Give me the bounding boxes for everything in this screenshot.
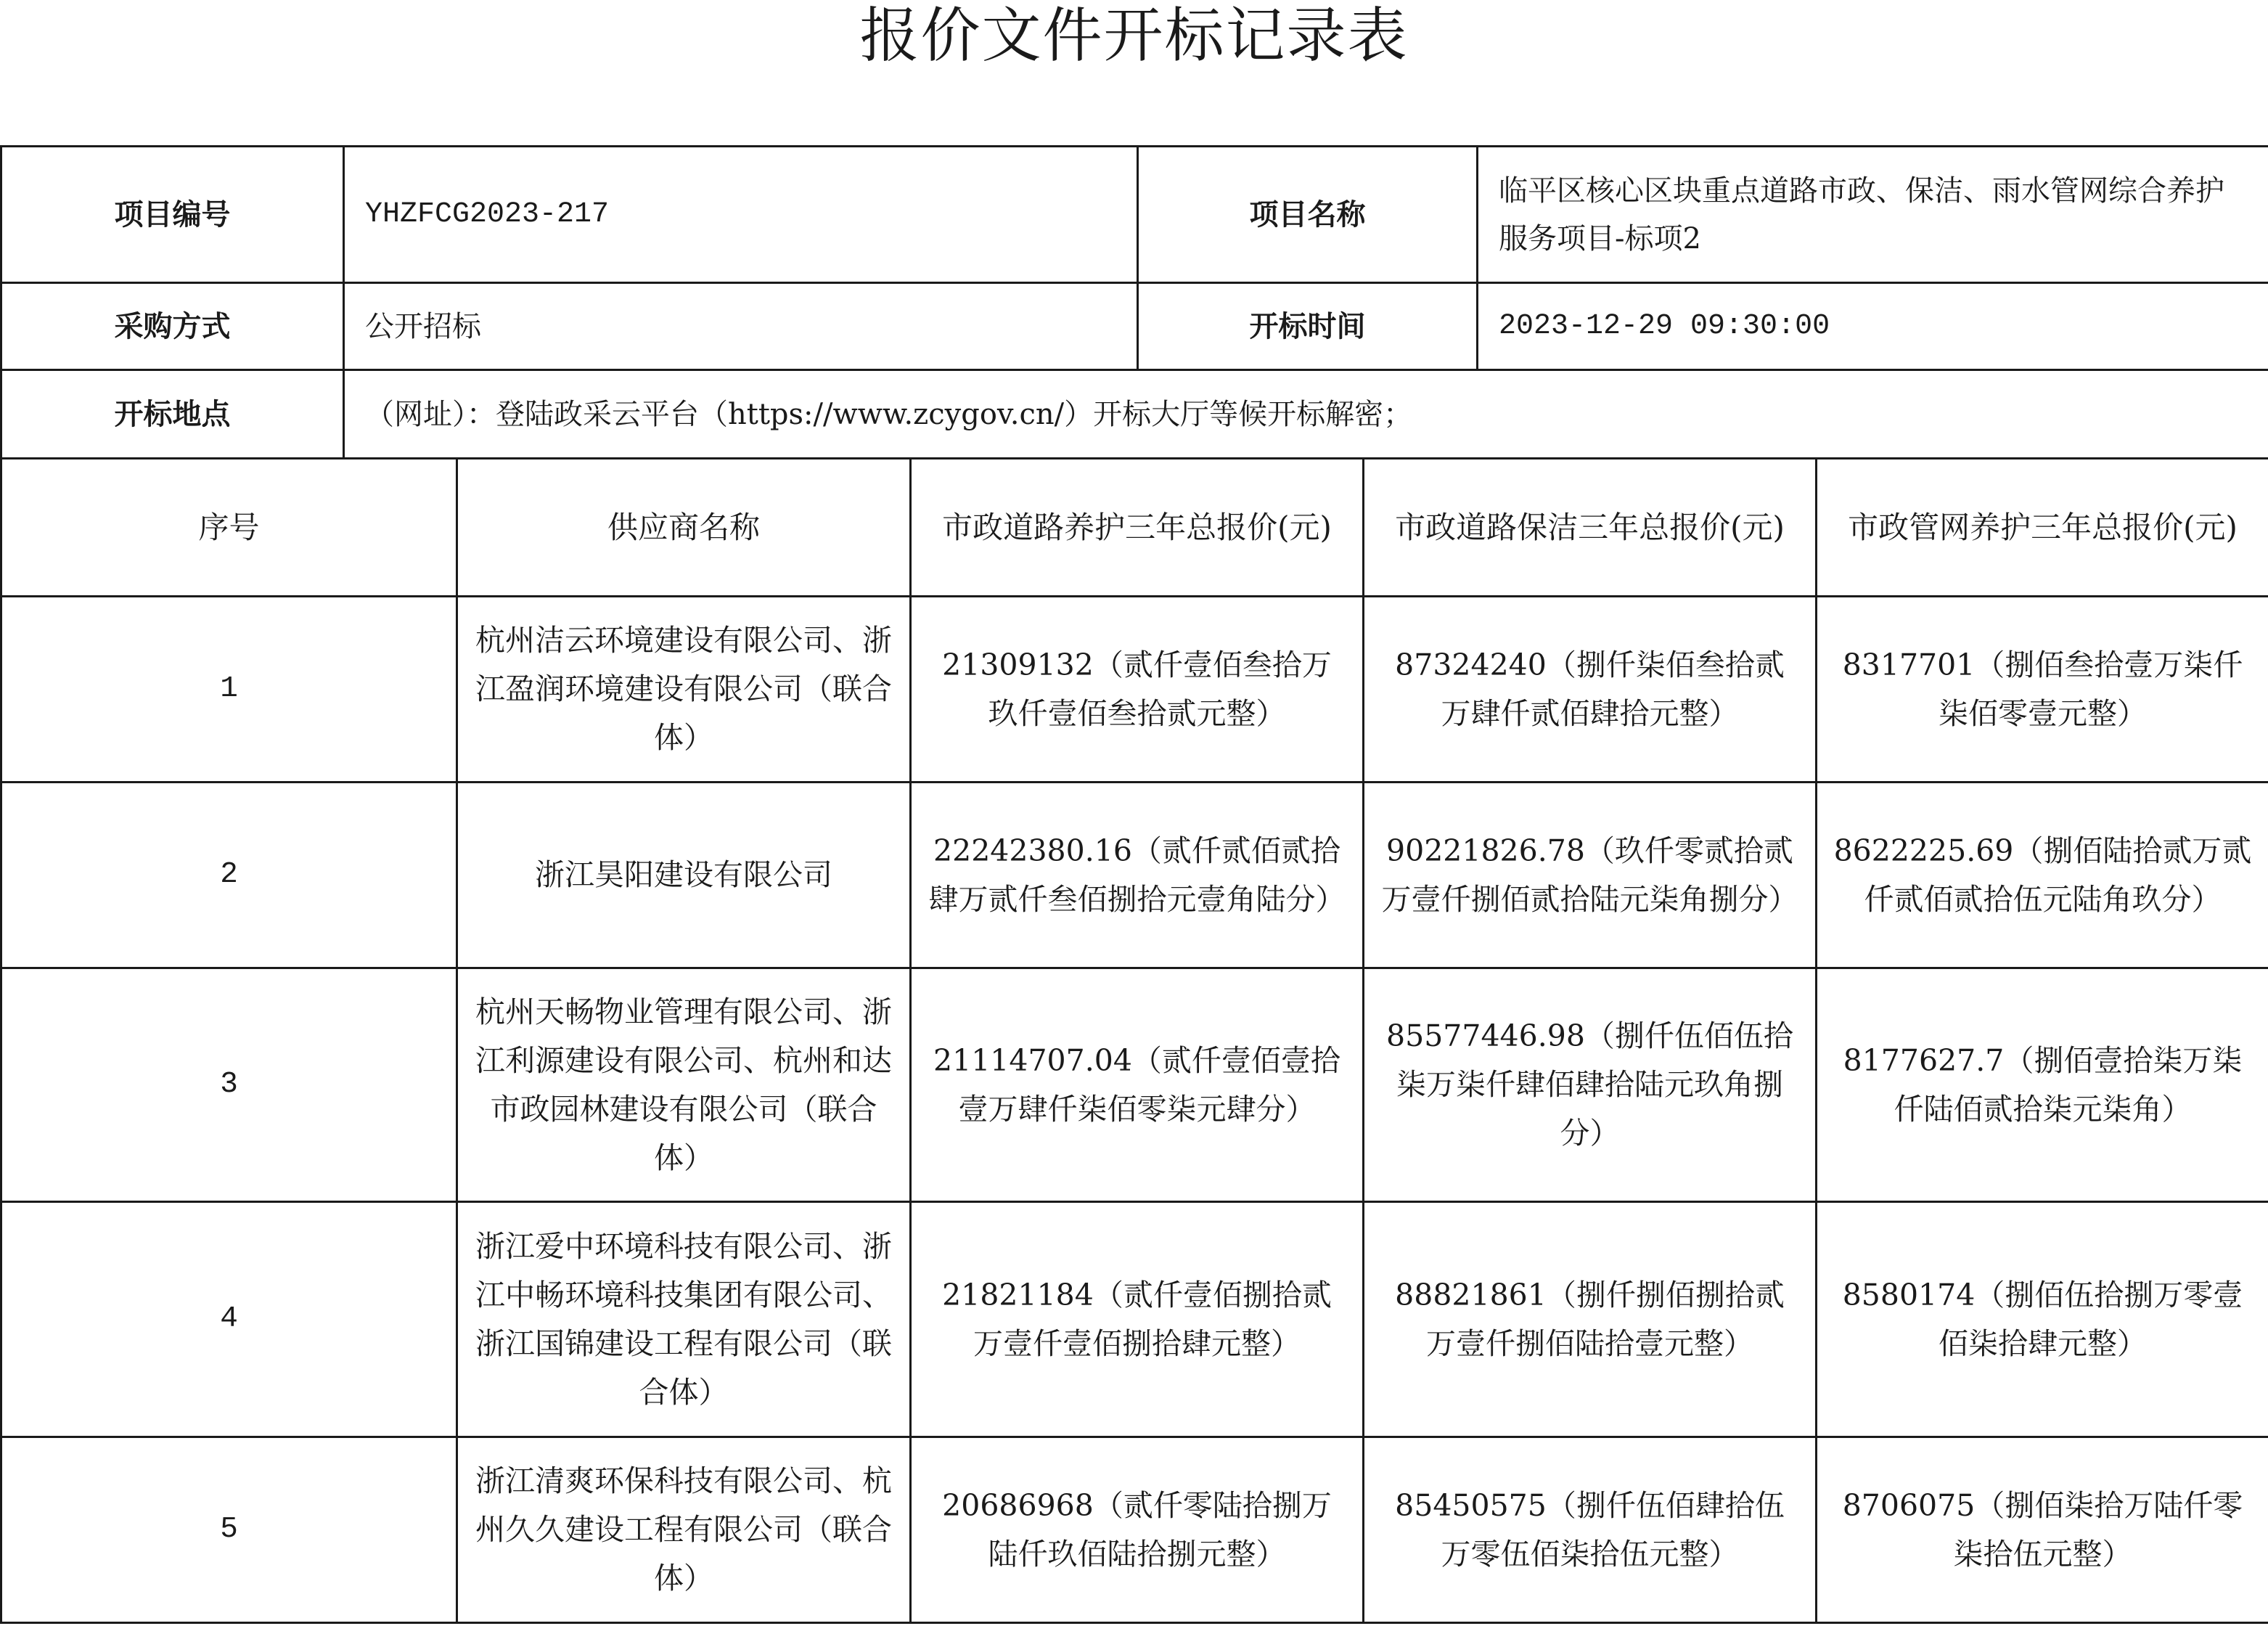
project-info-table — [0, 145, 2268, 459]
table-row — [1, 783, 2268, 968]
row-pipe-maintenance: 8580174（捌佰伍拾捌万零壹佰柒拾肆元整） — [1817, 1202, 2268, 1437]
table-row — [1, 1437, 2268, 1623]
row-pipe-maintenance: 8706075（捌佰柒拾万陆仟零柒拾伍元整） — [1817, 1437, 2268, 1623]
row-road-maintenance: 20686968（贰仟零陆拾捌万陆仟玖佰陆拾捌元整） — [911, 1437, 1364, 1623]
header-index: 序号 — [1, 459, 457, 597]
method-row — [1, 283, 2268, 370]
row-supplier: 杭州天畅物业管理有限公司、浙江利源建设有限公司、杭州和达市政园林建设有限公司（联合体） — [457, 968, 911, 1202]
table-row — [1, 1202, 2268, 1437]
project-name-value: 临平区核心区块重点道路市政、保洁、雨水管网综合养护服务项目-标项2 — [1478, 147, 2268, 283]
row-pipe-maintenance: 8317701（捌佰叁拾壹万柒仟柒佰零壹元整） — [1817, 597, 2268, 783]
row-road-cleaning: 90221826.78（玖仟零贰拾贰万壹仟捌佰贰拾陆元柒角捌分） — [1364, 783, 1817, 968]
bid-opening-location-label: 开标地点 — [1, 370, 344, 459]
bid-opening-time-label: 开标时间 — [1138, 283, 1478, 370]
table-row — [1, 597, 2268, 783]
row-index: 2 — [1, 783, 457, 968]
procurement-method-value: 公开招标 — [344, 283, 1138, 370]
row-road-maintenance: 21821184（贰仟壹佰捌拾贰万壹仟壹佰捌拾肆元整） — [911, 1202, 1364, 1437]
row-pipe-maintenance: 8177627.7（捌佰壹拾柒万柒仟陆佰贰拾柒元柒角） — [1817, 968, 2268, 1202]
location-row — [1, 370, 2268, 459]
header-road-cleaning: 市政道路保洁三年总报价(元) — [1364, 459, 1817, 597]
row-index: 4 — [1, 1202, 457, 1437]
row-index: 3 — [1, 968, 457, 1202]
row-road-cleaning: 85450575（捌仟伍佰肆拾伍万零伍佰柒拾伍元整） — [1364, 1437, 1817, 1623]
row-road-cleaning: 85577446.98（捌仟伍佰伍拾柒万柒仟肆佰肆拾陆元玖角捌分） — [1364, 968, 1817, 1202]
row-index: 5 — [1, 1437, 457, 1623]
project-number-label: 项目编号 — [1, 147, 344, 283]
header-pipe-maintenance: 市政管网养护三年总报价(元) — [1817, 459, 2268, 597]
table-row — [1, 968, 2268, 1202]
row-road-cleaning: 88821861（捌仟捌佰捌拾贰万壹仟捌佰陆拾壹元整） — [1364, 1202, 1817, 1437]
page-title: 报价文件开标记录表 — [859, 1, 1409, 70]
project-name-label: 项目名称 — [1138, 147, 1478, 283]
project-row — [1, 147, 2268, 283]
row-supplier: 浙江昊阳建设有限公司 — [457, 783, 911, 968]
bid-opening-location-value: （网址）：登陆政采云平台（https://www.zcygov.cn/）开标大厅等候开标解密； — [344, 370, 2268, 459]
procurement-method-label: 采购方式 — [1, 283, 344, 370]
bid-records-table — [0, 457, 2268, 1624]
row-road-cleaning: 87324240（捌仟柒佰叁拾贰万肆仟贰佰肆拾元整） — [1364, 597, 1817, 783]
row-pipe-maintenance: 8622225.69（捌佰陆拾贰万贰仟贰佰贰拾伍元陆角玖分） — [1817, 783, 2268, 968]
row-road-maintenance: 22242380.16（贰仟贰佰贰拾肆万贰仟叁佰捌拾元壹角陆分） — [911, 783, 1364, 968]
row-supplier: 浙江清爽环保科技有限公司、杭州久久建设工程有限公司（联合体） — [457, 1437, 911, 1623]
row-index: 1 — [1, 597, 457, 783]
row-road-maintenance: 21114707.04（贰仟壹佰壹拾壹万肆仟柒佰零柒元肆分） — [911, 968, 1364, 1202]
table-header-row — [1, 459, 2268, 597]
header-road-maintenance: 市政道路养护三年总报价(元) — [911, 459, 1364, 597]
header-supplier: 供应商名称 — [457, 459, 911, 597]
row-road-maintenance: 21309132（贰仟壹佰叁拾万玖仟壹佰叁拾贰元整） — [911, 597, 1364, 783]
bid-opening-time-value: 2023-12-29 09:30:00 — [1478, 283, 2268, 370]
project-number-value: YHZFCG2023-217 — [344, 147, 1138, 283]
row-supplier: 杭州洁云环境建设有限公司、浙江盈润环境建设有限公司（联合体） — [457, 597, 911, 783]
row-supplier: 浙江爱中环境科技有限公司、浙江中畅环境科技集团有限公司、浙江国锦建设工程有限公司（联合体） — [457, 1202, 911, 1437]
